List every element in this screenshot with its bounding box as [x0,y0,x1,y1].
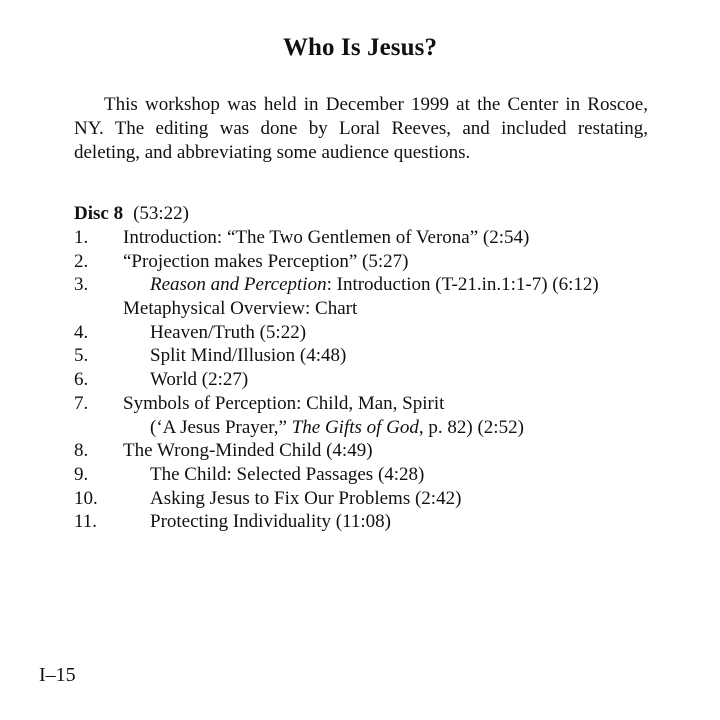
track-number: 4. [74,321,89,343]
track-row-1 [74,226,674,250]
track-list [74,226,674,534]
track-row-5 [74,344,674,368]
track-title-pre: (‘A Jesus Prayer,” [150,416,292,438]
disc-heading [74,202,189,226]
page-title: Who Is Jesus? [282,34,438,61]
section-title: Metaphysical Overview: Chart [123,298,358,320]
track-title-italic: The Gifts of God [291,416,419,438]
track-row-7-continued [74,416,674,440]
track-title: The Child: Selected Passages (4:28) [150,463,425,485]
track-number: 5. [74,345,89,367]
track-title: Heaven/Truth (5:22) [150,321,307,343]
track-row-7 [74,392,674,416]
track-number: 8. [74,440,89,462]
track-title [150,273,599,297]
track-row-11 [74,510,674,534]
intro-paragraph [74,93,648,165]
track-number: 6. [74,369,89,391]
track-number: 11. [74,511,98,533]
disc-label: Disc 8 [74,203,124,224]
track-row-6 [74,368,674,392]
track-number: 2. [74,250,89,272]
track-title: Protecting Individuality (11:08) [150,511,391,533]
track-number: 10. [74,487,98,509]
track-title-italic: Reason and Perception [150,274,327,296]
page-number: I–15 [39,664,76,686]
track-title: World (2:27) [150,369,249,391]
track-number: 3. [74,274,89,296]
track-row-9 [74,463,674,487]
track-row-8 [74,439,674,463]
intro-text: This workshop was held in December 1999 at the Center in Roscoe, NY. The editing was done by Loral Reeves, and included restating, deleting, and abbreviating some audience questions. [74,94,648,163]
track-title: “Projection makes Perception” (5:27) [123,250,409,272]
track-title-rest: , p. 82) (2:52) [418,416,524,438]
track-title: Split Mind/Illusion (4:48) [150,345,347,367]
track-title: Symbols of Perception: Child, Man, Spirit [123,392,445,414]
track-section-heading [74,297,674,321]
track-row-10 [74,487,674,511]
track-row-3 [74,273,674,297]
track-number: 9. [74,463,89,485]
track-title: Asking Jesus to Fix Our Problems (2:42) [150,487,462,509]
track-title [150,416,524,440]
track-row-2 [74,250,674,274]
track-title-rest: : Introduction (T-21.in.1:1-7) (6:12) [326,274,599,296]
track-number: 7. [74,392,89,414]
track-number: 1. [74,227,89,248]
track-title: The Wrong-Minded Child (4:49) [123,440,373,462]
track-title: Introduction: “The Two Gentlemen of Verona” (2:54) [123,227,530,248]
disc-duration: (53:22) [133,203,190,224]
track-row-4 [74,321,674,345]
